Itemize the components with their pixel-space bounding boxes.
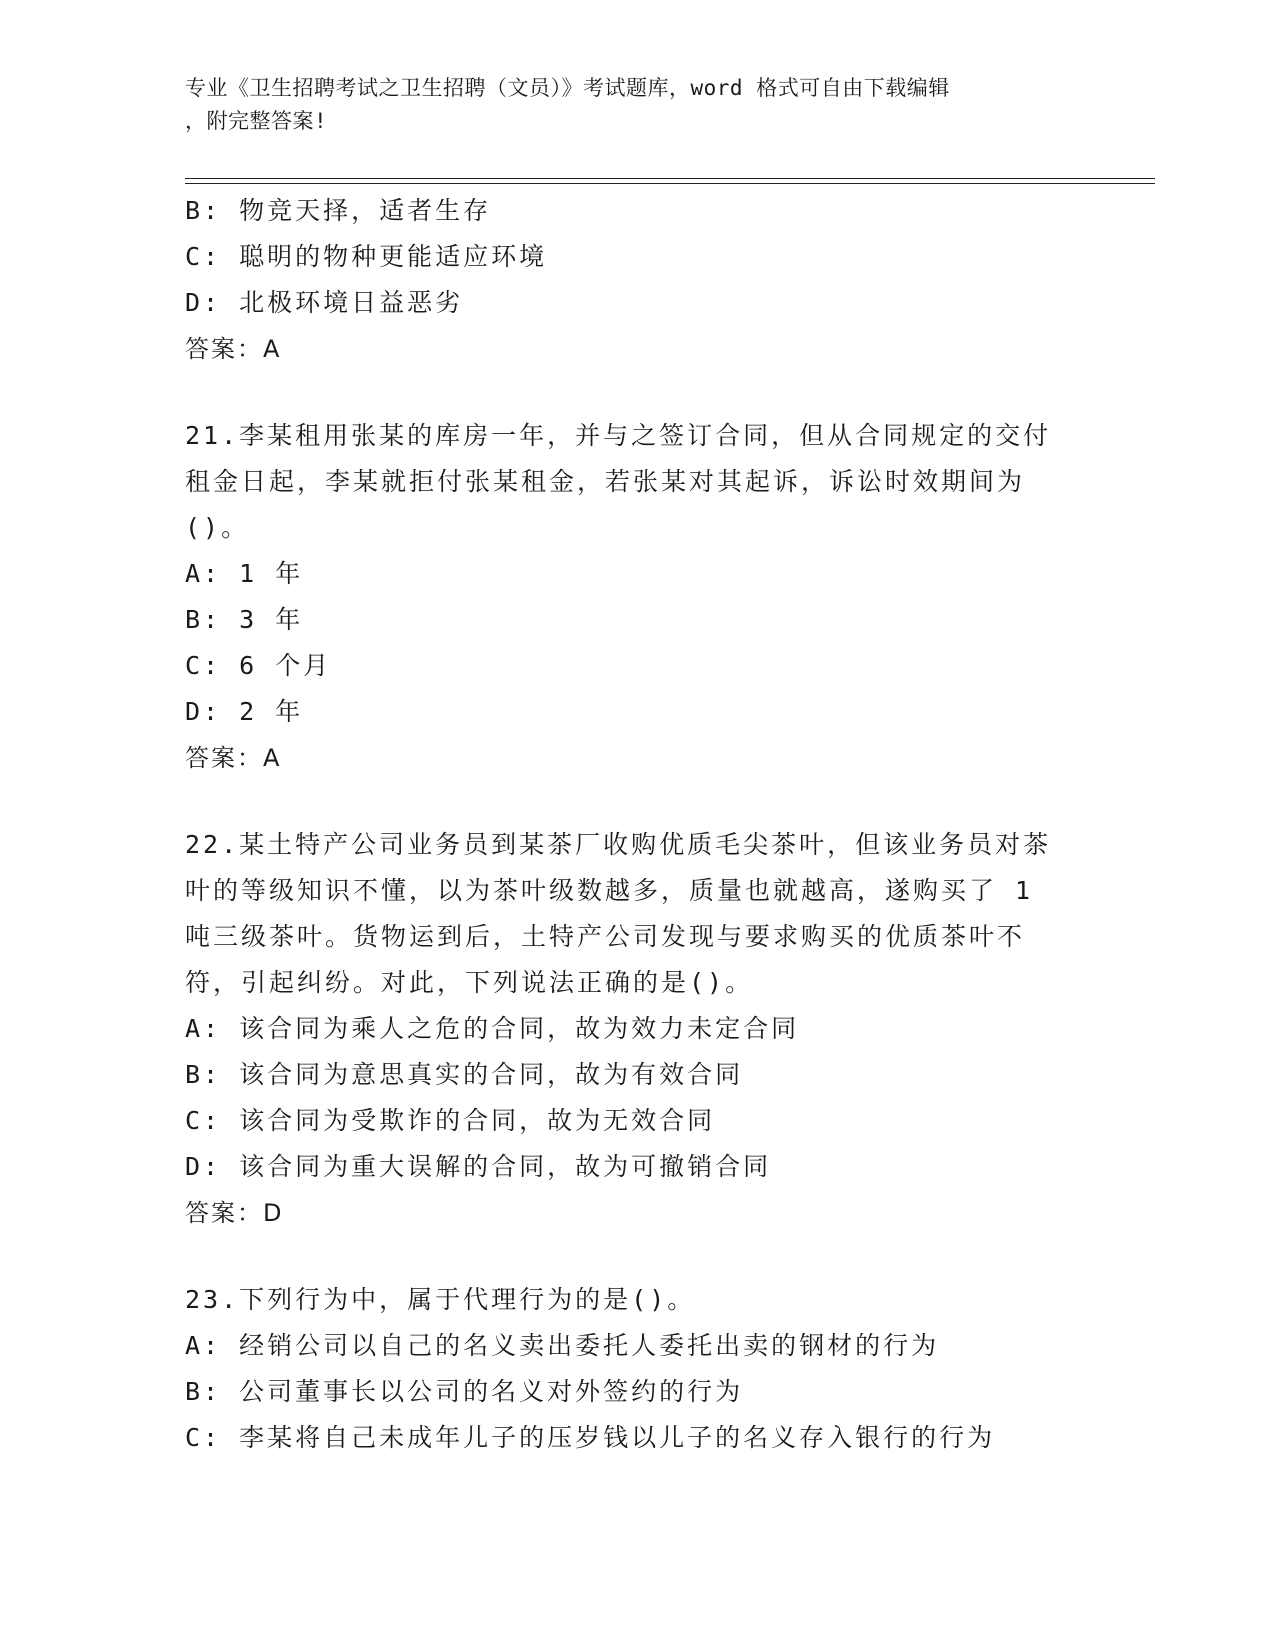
option-b: B: 该合同为意思真实的合同，故为有效合同 (185, 1060, 744, 1089)
option-b: B: 公司董事长以公司的名义对外签约的行为 (185, 1377, 744, 1406)
question-block-21 (185, 413, 1085, 781)
answer-line: 答案：D (185, 1199, 284, 1227)
option-c: C: 6 个月 (185, 651, 332, 680)
spacer (185, 781, 1085, 822)
document-header (185, 72, 1065, 138)
question-stem-line: 符，引起纠纷。对此，下列说法正确的是()。 (185, 968, 754, 997)
question-stem-line: 22.某土特产公司业务员到某茶厂收购优质毛尖茶叶，但该业务员对茶 (185, 830, 1052, 859)
option-c: C: 聪明的物种更能适应环境 (185, 242, 548, 271)
header-rule-top (185, 178, 1155, 179)
question-block-23 (185, 1277, 1085, 1461)
question-stem-line: 叶的等级知识不懂，以为茶叶级数越多，质量也就越高，遂购买了 1 (185, 876, 1034, 905)
option-a: A: 经销公司以自己的名义卖出委托人委托出卖的钢材的行为 (185, 1331, 940, 1360)
option-c: C: 该合同为受欺诈的合同，故为无效合同 (185, 1106, 716, 1135)
question-stem-line: 21.李某租用张某的库房一年，并与之签订合同，但从合同规定的交付 (185, 421, 1052, 450)
option-d: D: 2 年 (185, 697, 304, 726)
option-a: A: 该合同为乘人之危的合同，故为效力未定合同 (185, 1014, 800, 1043)
question-content (185, 188, 1085, 1461)
question-stem-line: ()。 (185, 513, 250, 542)
question-stem-line: 23.下列行为中，属于代理行为的是()。 (185, 1285, 696, 1314)
spacer (185, 372, 1085, 413)
option-d: D: 北极环境日益恶劣 (185, 288, 464, 317)
header-line-2: ，附完整答案! (185, 109, 328, 133)
header-rule-bottom (185, 183, 1155, 184)
header-line-1: 专业《卫生招聘考试之卫生招聘（文员）》考试题库，word 格式可自由下载编辑 (185, 76, 950, 100)
answer-line: 答案：A (185, 335, 282, 363)
option-a: A: 1 年 (185, 559, 304, 588)
option-b: B: 物竞天择，适者生存 (185, 196, 492, 225)
question-block-prev (185, 188, 1085, 372)
option-d: D: 该合同为重大误解的合同，故为可撤销合同 (185, 1152, 772, 1181)
option-c: C: 李某将自己未成年儿子的压岁钱以儿子的名义存入银行的行为 (185, 1423, 996, 1452)
question-block-22 (185, 822, 1085, 1236)
question-stem-line: 吨三级茶叶。货物运到后，土特产公司发现与要求购买的优质茶叶不 (185, 922, 1026, 951)
question-stem-line: 租金日起，李某就拒付张某租金，若张某对其起诉，诉讼时效期间为 (185, 467, 1026, 496)
option-b: B: 3 年 (185, 605, 304, 634)
answer-line: 答案：A (185, 744, 282, 772)
spacer (185, 1236, 1085, 1277)
